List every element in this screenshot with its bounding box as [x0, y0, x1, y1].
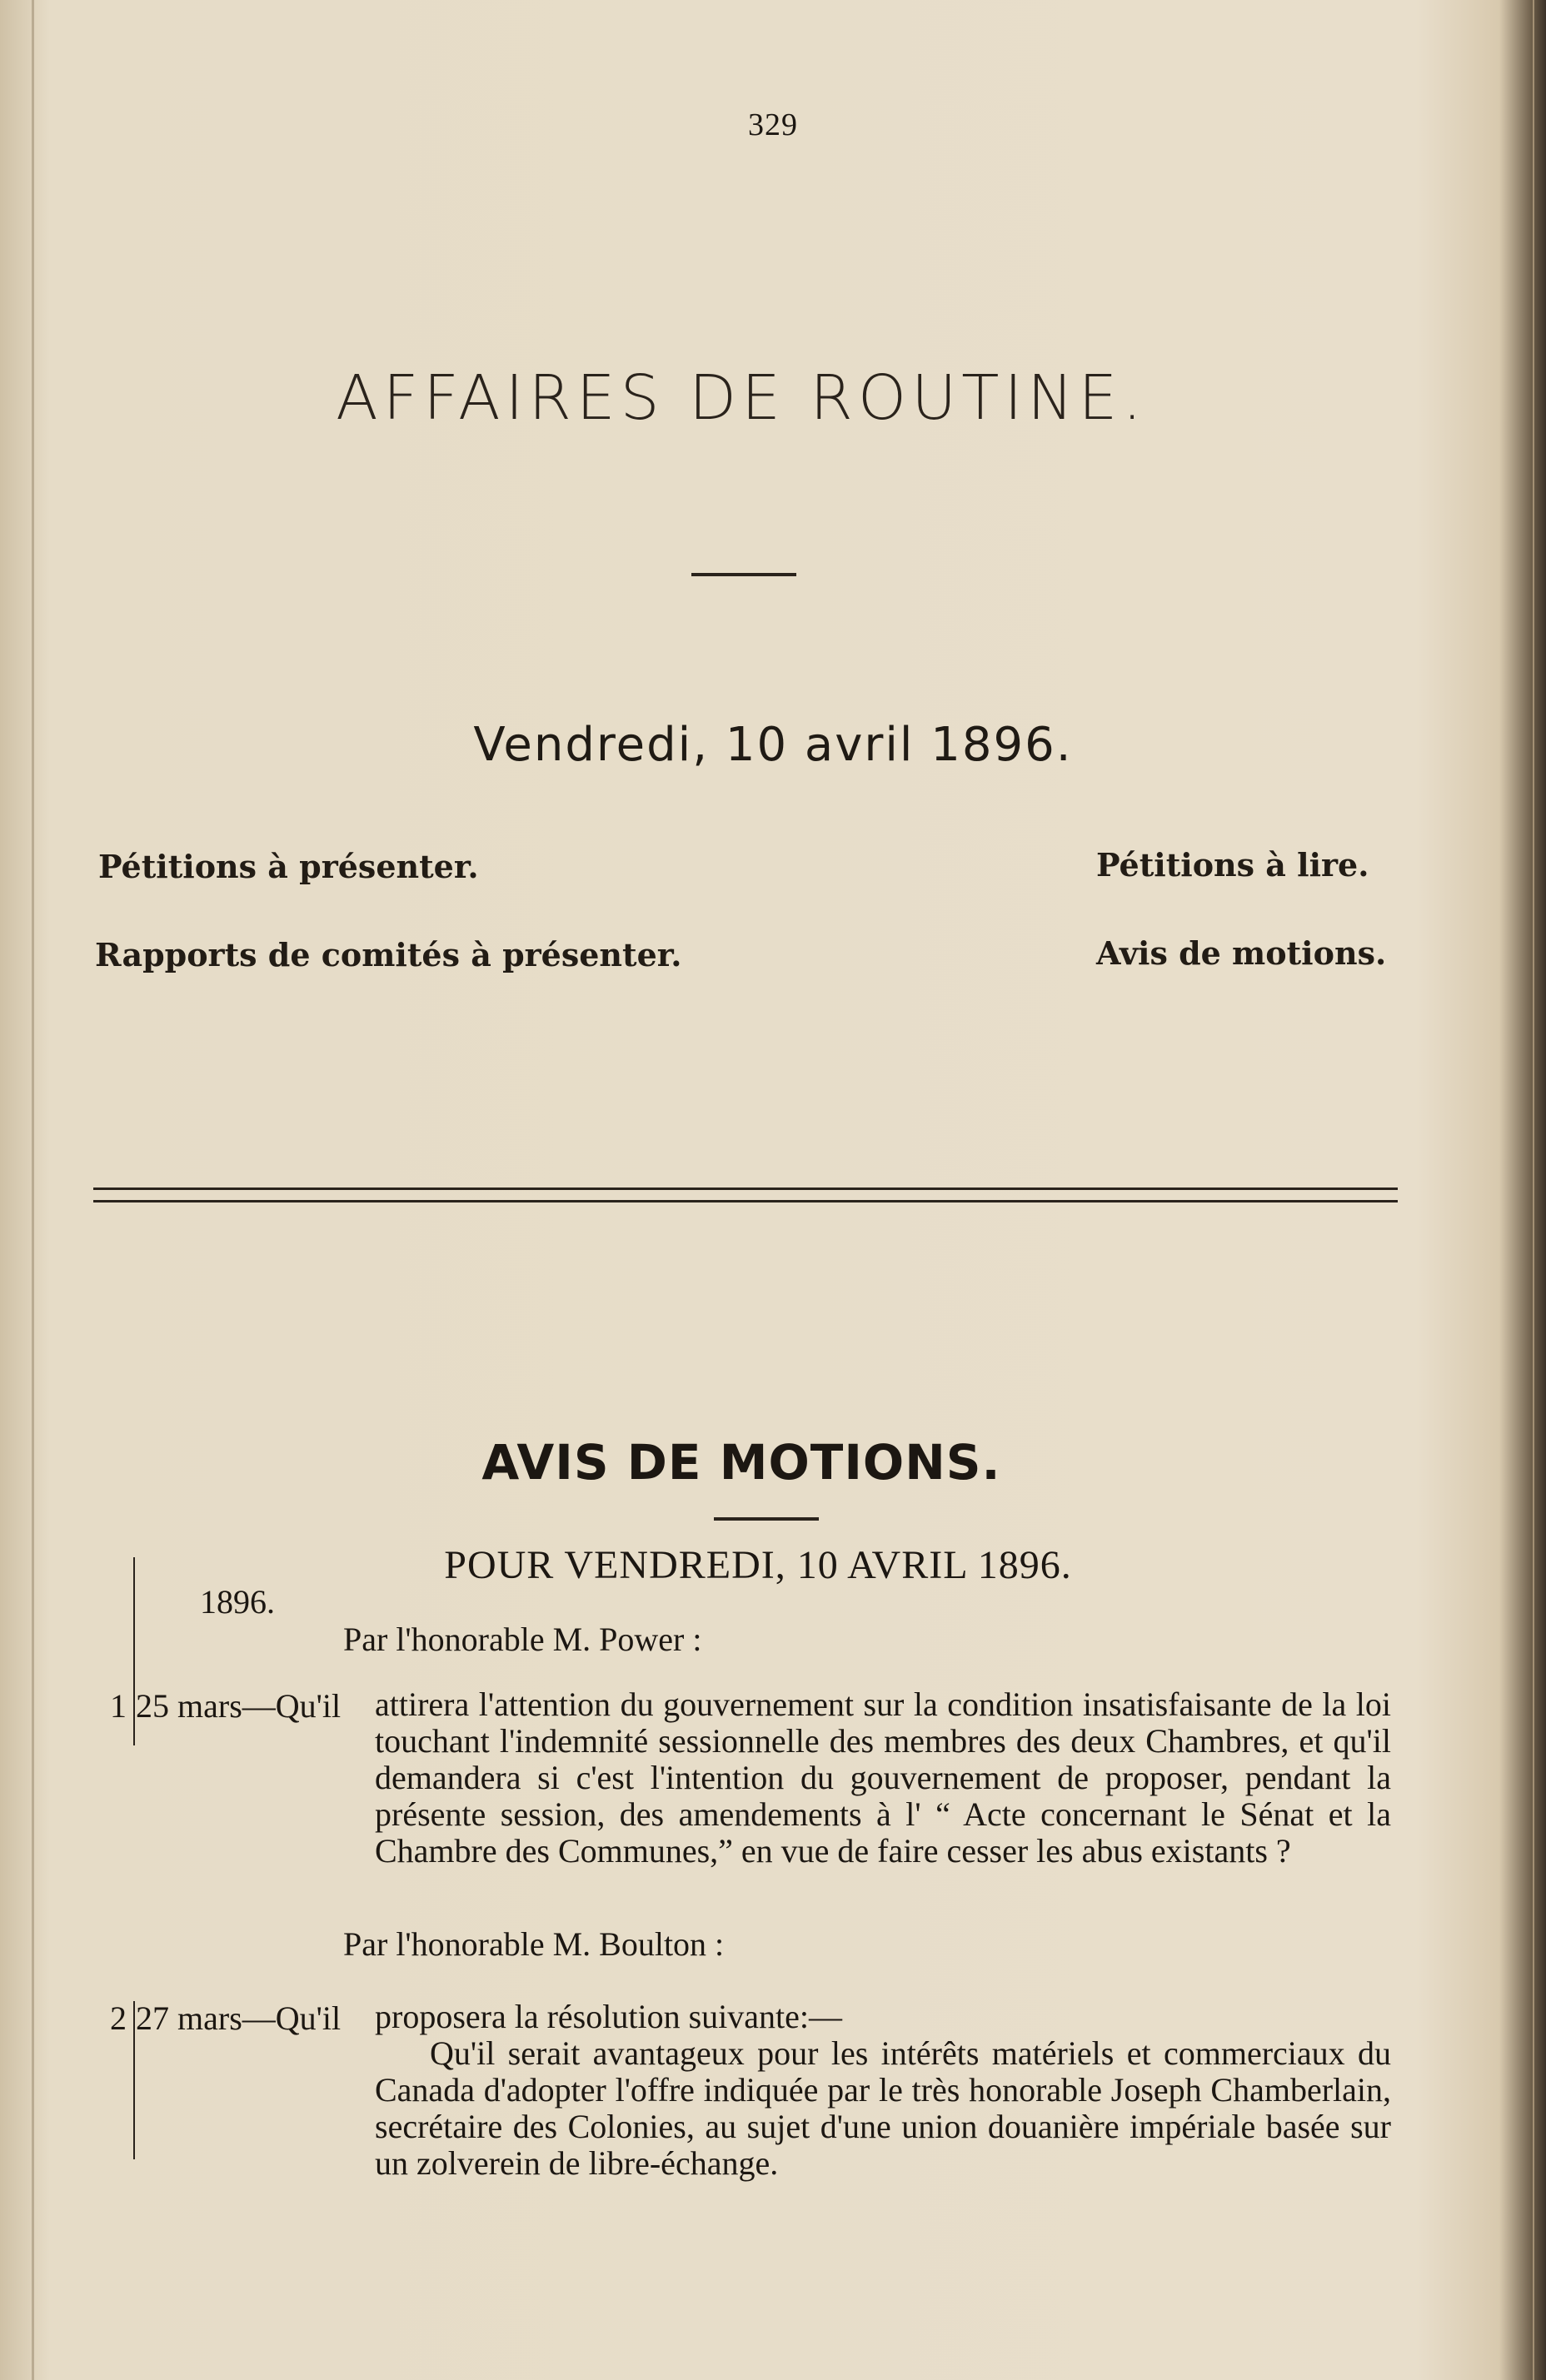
session-date: Vendredi, 10 avril 1896.: [473, 718, 1073, 772]
routine-item-committee-reports: Rapports de comités à présenter.: [95, 936, 682, 973]
page-title: AFFAIRES DE ROUTINE.: [336, 362, 1147, 434]
motion-number: 2: [110, 1999, 127, 2037]
motion-date: 27 mars—Qu'il: [136, 1999, 342, 2037]
year-label: 1896.: [200, 1583, 275, 1621]
title-divider: [691, 573, 796, 576]
routine-item-petitions-read: Pétitions à lire.: [1096, 846, 1369, 884]
subsection-title: POUR VENDREDI, 10 AVRIL 1896.: [444, 1543, 1072, 1587]
section-divider: [714, 1517, 819, 1521]
page-number: 329: [748, 107, 798, 142]
margin-rule: [133, 1557, 135, 1745]
motion-mover: Par l'honorable M. Boulton :: [343, 1925, 725, 1963]
binding-edge: [32, 0, 34, 2380]
motion-text: attirera l'attention du gouvernement sur la condition insatisfaisante de la loi touchant l'indemnité sessionnelle des membres des deux Chambres, et qu'il demandera si c'est l'intention du gouvernement de proposer, pendant la présente session, des amendements à l' “ Acte concernant le Sénat et la Chambre des Communes,” en vue de faire cesser les abus existants ?: [375, 1685, 1391, 1870]
motion-number: 1: [110, 1687, 127, 1725]
section-double-rule: [93, 1188, 1398, 1202]
motion-text: proposera la résolution suivante:—: [375, 1998, 842, 2035]
routine-item-petitions-present: Pétitions à présenter.: [98, 848, 479, 885]
motion-date: 25 mars—Qu'il: [136, 1687, 342, 1725]
motion-text-block: [375, 1999, 1391, 2182]
section-title: AVIS DE MOTIONS.: [481, 1434, 1001, 1491]
margin-rule: [133, 2001, 135, 2159]
page-edge: [1533, 0, 1534, 2380]
motion-resolution: Qu'il serait avantageux pour les intérêts matériels et commerciaux du Canada d'adopter l'offre indiquée par le très honorable Joseph Chamberlain, secrétaire des Colonies, au sujet d'une union douanière impériale basée sur un zolverein de libre-échange.: [375, 2034, 1391, 2182]
routine-item-notices-of-motion: Avis de motions.: [1096, 934, 1387, 972]
motion-mover: Par l'honorable M. Power :: [343, 1621, 702, 1658]
